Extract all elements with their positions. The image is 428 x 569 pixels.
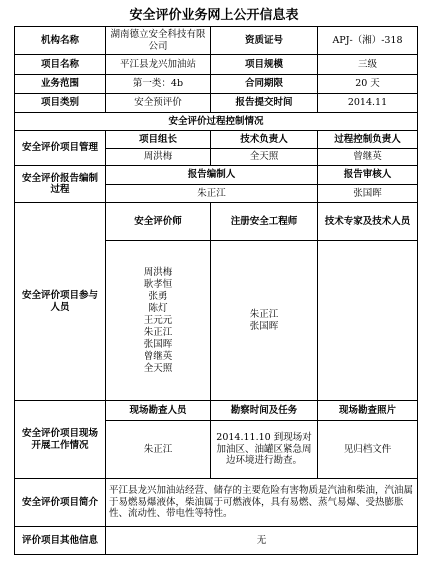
assessor-name: 张国晖 <box>143 338 173 350</box>
page-title: 安全评价业务网上公开信息表 <box>129 8 299 23</box>
other-value: 无 <box>106 527 418 555</box>
scope-value: 第一类：4b <box>106 75 211 94</box>
time-task-label: 勘察时间及任务 <box>211 401 318 421</box>
project-value: 平江县龙兴加油站 <box>106 55 211 75</box>
photo-value: 见归档文件 <box>318 421 418 479</box>
compiler-label: 报告编制人 <box>106 166 318 185</box>
engineer-name: 朱正江 <box>249 308 279 320</box>
assessor-name: 朱正江 <box>143 326 173 338</box>
surveyor-label: 现场勘查人员 <box>106 401 211 421</box>
summary-label: 安全评价项目简介 <box>15 479 106 527</box>
period-label: 合同期限 <box>211 75 318 94</box>
reviewer-value: 张国晖 <box>318 185 418 203</box>
ctrl-label: 过程控制负责人 <box>318 131 418 149</box>
org-value: 湖南德立安全科技有限公司 <box>106 27 211 55</box>
assessor-name: 耿孝恒 <box>143 278 173 290</box>
other-label: 评价项目其他信息 <box>15 527 106 555</box>
engineer-name: 张国晖 <box>249 320 279 332</box>
assessor-name: 陈灯 <box>148 302 168 314</box>
summary-text: 平江县龙兴加油站经营、储存的主要危险有害物质是汽油和柴油，汽油属于易燃易爆液体，柴油属于可燃液体，具有易燃、蒸气易爆、受热膨胀性、流动性、带电性等特性。 <box>106 479 418 527</box>
time-task-value: 2014.11.10 到现场对加油区、油罐区紧急周边环境进行勘查。 <box>211 421 318 479</box>
report-time-value: 2014.11 <box>318 94 418 113</box>
surveyor-value: 朱正江 <box>106 421 211 479</box>
compiler-value: 朱正江 <box>106 185 318 203</box>
mgmt-label: 安全评价项目管理 <box>15 131 106 166</box>
ctrl-value: 曾继英 <box>318 149 418 166</box>
reviewer-label: 报告审核人 <box>318 166 418 185</box>
project-label: 项目名称 <box>15 55 106 75</box>
expert-list <box>318 241 418 401</box>
expert-label: 技术专家及技术人员 <box>318 203 418 241</box>
photo-label: 现场勘查照片 <box>318 401 418 421</box>
assessor-name: 王元元 <box>143 314 173 326</box>
assessor-name: 曾继英 <box>143 350 173 362</box>
assessor-name: 张勇 <box>148 290 168 302</box>
report-time-label: 报告提交时间 <box>211 94 318 113</box>
process-header: 安全评价过程控制情况 <box>15 113 418 131</box>
cert-label: 资质证号 <box>211 27 318 55</box>
assessor-label: 安全评价师 <box>106 203 211 241</box>
period-value: 20 天 <box>318 75 418 94</box>
scope-label: 业务范围 <box>15 75 106 94</box>
org-label: 机构名称 <box>15 27 106 55</box>
assessor-name: 全天照 <box>143 362 173 374</box>
type-value: 安全预评价 <box>106 94 211 113</box>
leader-label: 项目组长 <box>106 131 211 149</box>
tech-value: 全天照 <box>211 149 318 166</box>
tech-label: 技术负责人 <box>211 131 318 149</box>
field-label: 安全评价项目现场开展工作情况 <box>15 401 106 479</box>
type-label: 项目类别 <box>15 94 106 113</box>
assessor-name: 周洪梅 <box>143 266 173 278</box>
participants-label: 安全评价项目参与人员 <box>15 203 106 401</box>
scale-label: 项目规模 <box>211 55 318 75</box>
report-label: 安全评价报告编制过程 <box>15 166 106 203</box>
cert-value: APJ-（湘）-318 <box>318 27 418 55</box>
info-table <box>14 26 418 555</box>
assessor-list <box>106 241 211 401</box>
scale-value: 三级 <box>318 55 418 75</box>
engineer-label: 注册安全工程师 <box>211 203 318 241</box>
engineer-list <box>211 241 318 401</box>
leader-value: 周洪梅 <box>106 149 211 166</box>
